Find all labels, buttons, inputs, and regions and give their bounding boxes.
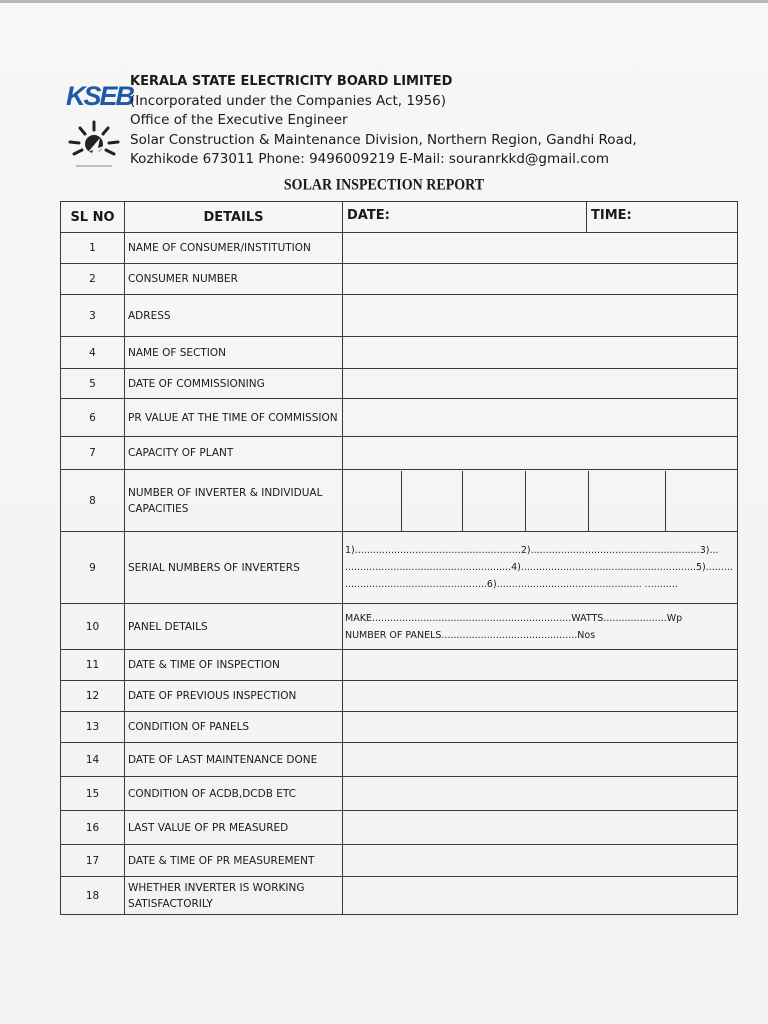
header-sl-no: SL NO [61, 202, 125, 233]
table-row [61, 337, 738, 369]
table-row [61, 470, 738, 532]
table-row [61, 743, 738, 777]
row-label: DATE & TIME OF INSPECTION [125, 650, 343, 681]
row-number: 14 [61, 743, 125, 777]
row-value-field[interactable] [343, 777, 738, 811]
row-label: NUMBER OF INVERTER & INDIVIDUAL CAPACITIES [125, 470, 343, 532]
table-row [61, 712, 738, 743]
row-value-field[interactable] [343, 399, 738, 437]
row-number: 17 [61, 845, 125, 877]
office-name: Office of the Executive Engineer [130, 112, 348, 128]
inverter-capacity-cell[interactable] [343, 471, 402, 531]
letterhead-text [130, 72, 710, 170]
row-label: CONDITION OF ACDB,DCDB ETC [125, 777, 343, 811]
row-number: 1 [61, 233, 125, 264]
row-number: 5 [61, 369, 125, 399]
table-row [61, 295, 738, 337]
row-value-field[interactable] [343, 437, 738, 470]
panel-make-watts-line: MAKE..................................................................WATTS.....................Wp [345, 612, 683, 624]
table-row [61, 399, 738, 437]
row-label: PANEL DETAILS [125, 604, 343, 650]
inverter-capacity-cell[interactable] [402, 471, 463, 531]
inverter-capacity-cell[interactable] [463, 471, 526, 531]
row-label: DATE OF COMMISSIONING [125, 369, 343, 399]
table-row [61, 233, 738, 264]
row-number: 10 [61, 604, 125, 650]
row-label: WHETHER INVERTER IS WORKING SATISFACTORILY [125, 877, 343, 915]
table-row [61, 811, 738, 845]
header-details: DETAILS [125, 202, 343, 233]
panel-count-line: NUMBER OF PANELS.............................................Nos [345, 629, 596, 641]
logo-text: KSEB [66, 81, 134, 111]
table-row [61, 604, 738, 650]
row-value-field[interactable] [343, 264, 738, 295]
inverter-capacity-grid [343, 470, 738, 532]
table-row [61, 650, 738, 681]
inverter-capacity-cell[interactable] [589, 471, 666, 531]
row-label: DATE OF PREVIOUS INSPECTION [125, 681, 343, 712]
header-date-time [343, 202, 738, 233]
row-label: ADRESS [125, 295, 343, 337]
row-value-field[interactable] [343, 337, 738, 369]
row-number: 3 [61, 295, 125, 337]
row-label: NAME OF SECTION [125, 337, 343, 369]
row-number: 6 [61, 399, 125, 437]
serial-line-3: ...............................................6)................................................ ........... [345, 579, 678, 590]
row-number: 7 [61, 437, 125, 470]
row-label: SERIAL NUMBERS OF INVERTERS [125, 532, 343, 604]
kseb-logo [66, 80, 134, 172]
row-value-field[interactable] [343, 295, 738, 337]
row-number: 4 [61, 337, 125, 369]
page-edge [0, 0, 768, 3]
row-value-field[interactable] [343, 811, 738, 845]
table-row [61, 877, 738, 915]
row-number: 15 [61, 777, 125, 811]
inverter-capacity-cell[interactable] [666, 471, 737, 531]
row-label: PR VALUE AT THE TIME OF COMMISSION [125, 399, 343, 437]
org-name: KERALA STATE ELECTRICITY BOARD LIMITED [130, 74, 453, 89]
time-field[interactable]: TIME: [591, 208, 632, 223]
row-number: 11 [61, 650, 125, 681]
serial-line-1: 1).......................................................2)........................................................3)... [345, 545, 719, 556]
table-row [61, 845, 738, 877]
table-row [61, 264, 738, 295]
inverter-serials-field[interactable] [343, 532, 738, 604]
table-header-row [61, 202, 738, 233]
row-number: 13 [61, 712, 125, 743]
row-value-field[interactable] [343, 233, 738, 264]
row-label: CONSUMER NUMBER [125, 264, 343, 295]
inspection-table [60, 201, 738, 915]
table-row [61, 532, 738, 604]
row-number: 16 [61, 811, 125, 845]
serial-line-2: .......................................................4)..........................................................5)......... [345, 562, 733, 573]
report-title: SOLAR INSPECTION REPORT [283, 176, 485, 195]
row-number: 9 [61, 532, 125, 604]
row-value-field[interactable] [343, 877, 738, 915]
row-label: CAPACITY OF PLANT [125, 437, 343, 470]
row-value-field[interactable] [343, 369, 738, 399]
row-label: DATE & TIME OF PR MEASUREMENT [125, 845, 343, 877]
letterhead [66, 68, 706, 178]
table-row [61, 437, 738, 470]
sun-emblem-icon [66, 118, 122, 172]
contact-line: Kozhikode 673011 Phone: 9496009219 E-Mail: souranrkkd@gmail.com [130, 151, 610, 167]
row-label: DATE OF LAST MAINTENANCE DONE [125, 743, 343, 777]
row-value-field[interactable] [343, 845, 738, 877]
row-value-field[interactable] [343, 650, 738, 681]
table-row [61, 777, 738, 811]
row-value-field[interactable] [343, 743, 738, 777]
date-field[interactable]: DATE: [343, 202, 587, 232]
inverter-capacity-cell[interactable] [526, 471, 589, 531]
panel-details-field[interactable] [343, 604, 738, 650]
row-number: 12 [61, 681, 125, 712]
row-value-field[interactable] [343, 681, 738, 712]
row-label: LAST VALUE OF PR MEASURED [125, 811, 343, 845]
table-row [61, 369, 738, 399]
incorporation-note: (Incorporated under the Companies Act, 1956) [130, 92, 446, 109]
row-label: NAME OF CONSUMER/INSTITUTION [125, 233, 343, 264]
row-number: 18 [61, 877, 125, 915]
table-row [61, 681, 738, 712]
row-value-field[interactable] [343, 712, 738, 743]
row-number: 2 [61, 264, 125, 295]
row-label: CONDITION OF PANELS [125, 712, 343, 743]
row-number: 8 [61, 470, 125, 532]
division-address: Solar Construction & Maintenance Division, Northern Region, Gandhi Road, [130, 131, 637, 148]
